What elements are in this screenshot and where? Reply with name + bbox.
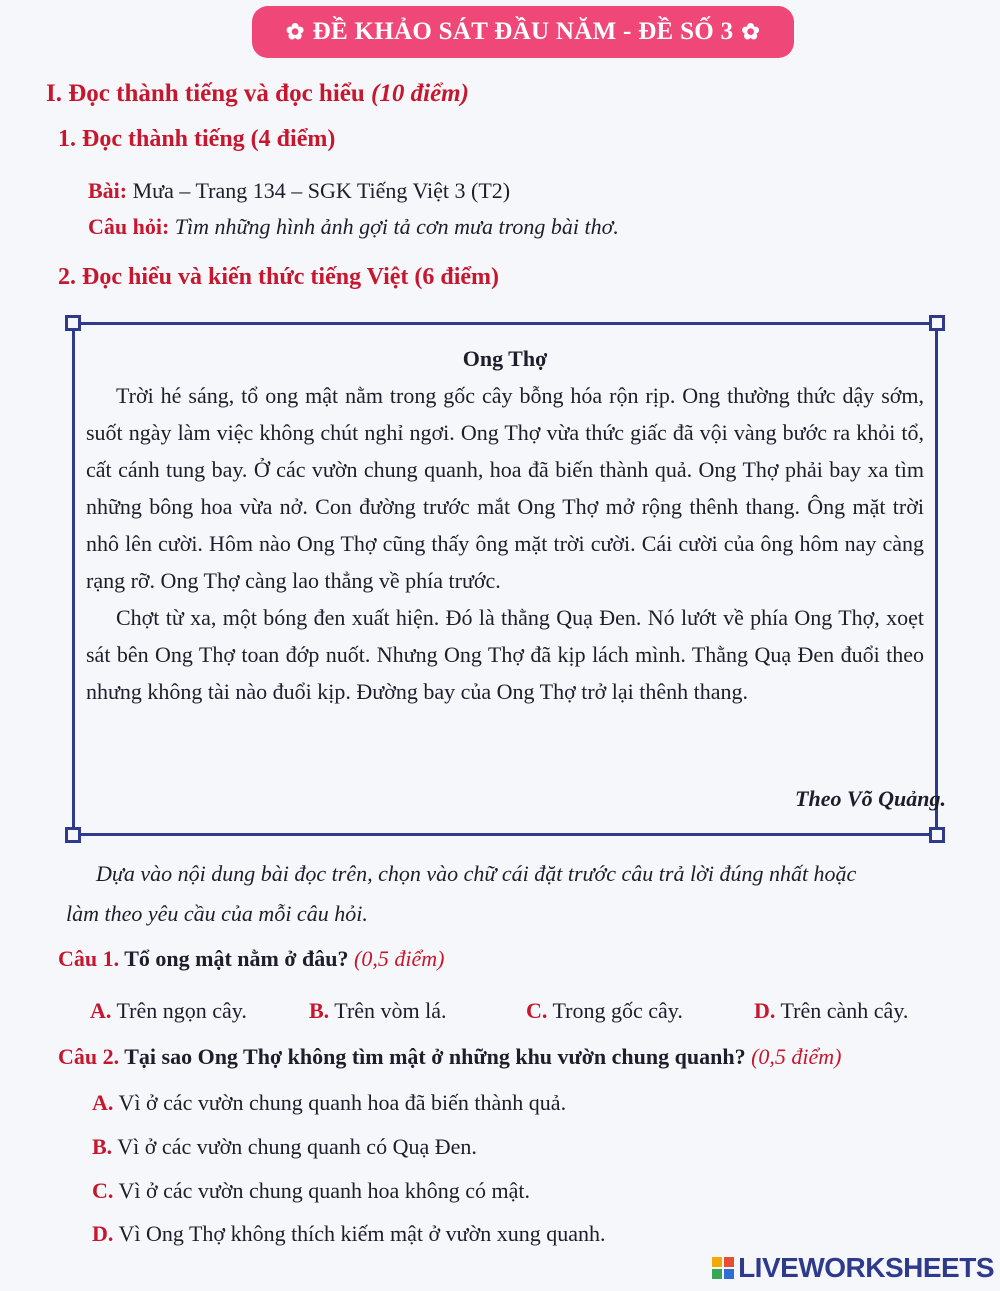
lesson-line: Bài: Mưa – Trang 134 – SGK Tiếng Việt 3 (T2) — [88, 178, 511, 203]
logo-grid-icon — [712, 1257, 734, 1279]
flower-icon: ✿ — [285, 19, 305, 44]
section-heading: I. Đọc thành tiếng và đọc hiểu (10 điểm) — [46, 80, 469, 107]
frame-corner — [65, 827, 81, 843]
title-banner — [252, 6, 794, 58]
q1-option-d[interactable]: D. Trên cành cây. — [754, 998, 909, 1023]
frame-corner — [929, 315, 945, 331]
q1-option-b[interactable]: B. Trên vòm lá. — [309, 998, 447, 1023]
part2-heading: 2. Đọc hiểu và kiến thức tiếng Việt (6 điểm) — [58, 264, 500, 290]
part1-heading: 1. Đọc thành tiếng (4 điểm) — [58, 126, 336, 152]
frame-corner — [65, 315, 81, 331]
story-text — [86, 340, 924, 710]
logo-square — [724, 1257, 734, 1267]
reading-question: Câu hỏi: Tìm những hình ảnh gợi tả cơn mưa trong bài thơ. — [88, 214, 619, 239]
story-author: Theo Võ Quảng. — [795, 786, 946, 811]
q2-option-b[interactable]: B. Vì ở các vườn chung quanh có Quạ Đen. — [92, 1134, 477, 1159]
logo-square — [712, 1257, 722, 1267]
logo-text: LIVEWORKSHEETS — [738, 1252, 994, 1283]
q1-option-a[interactable]: A. Trên ngọn cây. — [90, 998, 247, 1023]
logo-square — [712, 1269, 722, 1279]
q1-option-c[interactable]: C. Trong gốc cây. — [526, 998, 683, 1023]
story-title: Ong Thợ — [462, 346, 548, 371]
instruction-text: Dựa vào nội dung bài đọc trên, chọn vào chữ cái đặt trước câu trả lời đúng nhất hoặc làm theo yêu cầu của mỗi câu hỏi. — [66, 861, 857, 926]
q2-option-c[interactable]: C. Vì ở các vườn chung quanh hoa không có mật. — [92, 1178, 531, 1203]
story-paragraph: Trời hé sáng, tổ ong mật nằm trong gốc cây bỗng hóa rộn rịp. Ong thường thức dậy sớm, suốt ngày làm việc không chút nghỉ ngơi. Ong Thợ vừa thức giấc đã vội vàng bước ra khỏi tổ, cất cánh tung bay. Ở các vườn chung quanh, hoa đã biến thành quả. Ong Thợ phải bay xa tìm những bông hoa vừa nở. Con đường trước mắt Ong Thợ mở rộng thênh thang. Ông mặt trời nhô lên cười. Hôm nào Ong Thợ cũng thấy ông mặt trời cười. Cái cười của ông hôm nay càng rạng rỡ. Ong Thợ càng lao thẳng về phía trước. — [86, 383, 924, 593]
story-paragraph: Chợt từ xa, một bóng đen xuất hiện. Đó là thằng Quạ Đen. Nó lướt về phía Ong Thợ, xoẹt sát bên Ong Thợ toan đớp nuốt. Nhưng Ong Thợ đã kịp lách mình. Thằng Quạ Đen đuổi theo nhưng không tài nào đuổi kịp. Đường bay của Ong Thợ trở lại thênh thang. — [86, 605, 924, 704]
banner-title: ĐỀ KHẢO SÁT ĐẦU NĂM - ĐỀ SỐ 3 — [312, 18, 734, 45]
question-1: Câu 1. Tổ ong mật nằm ở đâu? (0,5 điểm) — [58, 946, 445, 971]
question-2: Câu 2. Tại sao Ong Thợ không tìm mật ở những khu vườn chung quanh? (0,5 điểm) — [58, 1044, 842, 1069]
q2-option-d[interactable]: D. Vì Ong Thợ không thích kiếm mật ở vườn xung quanh. — [92, 1221, 606, 1246]
liveworksheets-logo[interactable] — [712, 1252, 994, 1284]
q2-option-a[interactable]: A. Vì ở các vườn chung quanh hoa đã biến thành quả. — [92, 1090, 567, 1115]
logo-square — [724, 1269, 734, 1279]
flower-icon: ✿ — [741, 19, 761, 44]
frame-corner — [929, 827, 945, 843]
